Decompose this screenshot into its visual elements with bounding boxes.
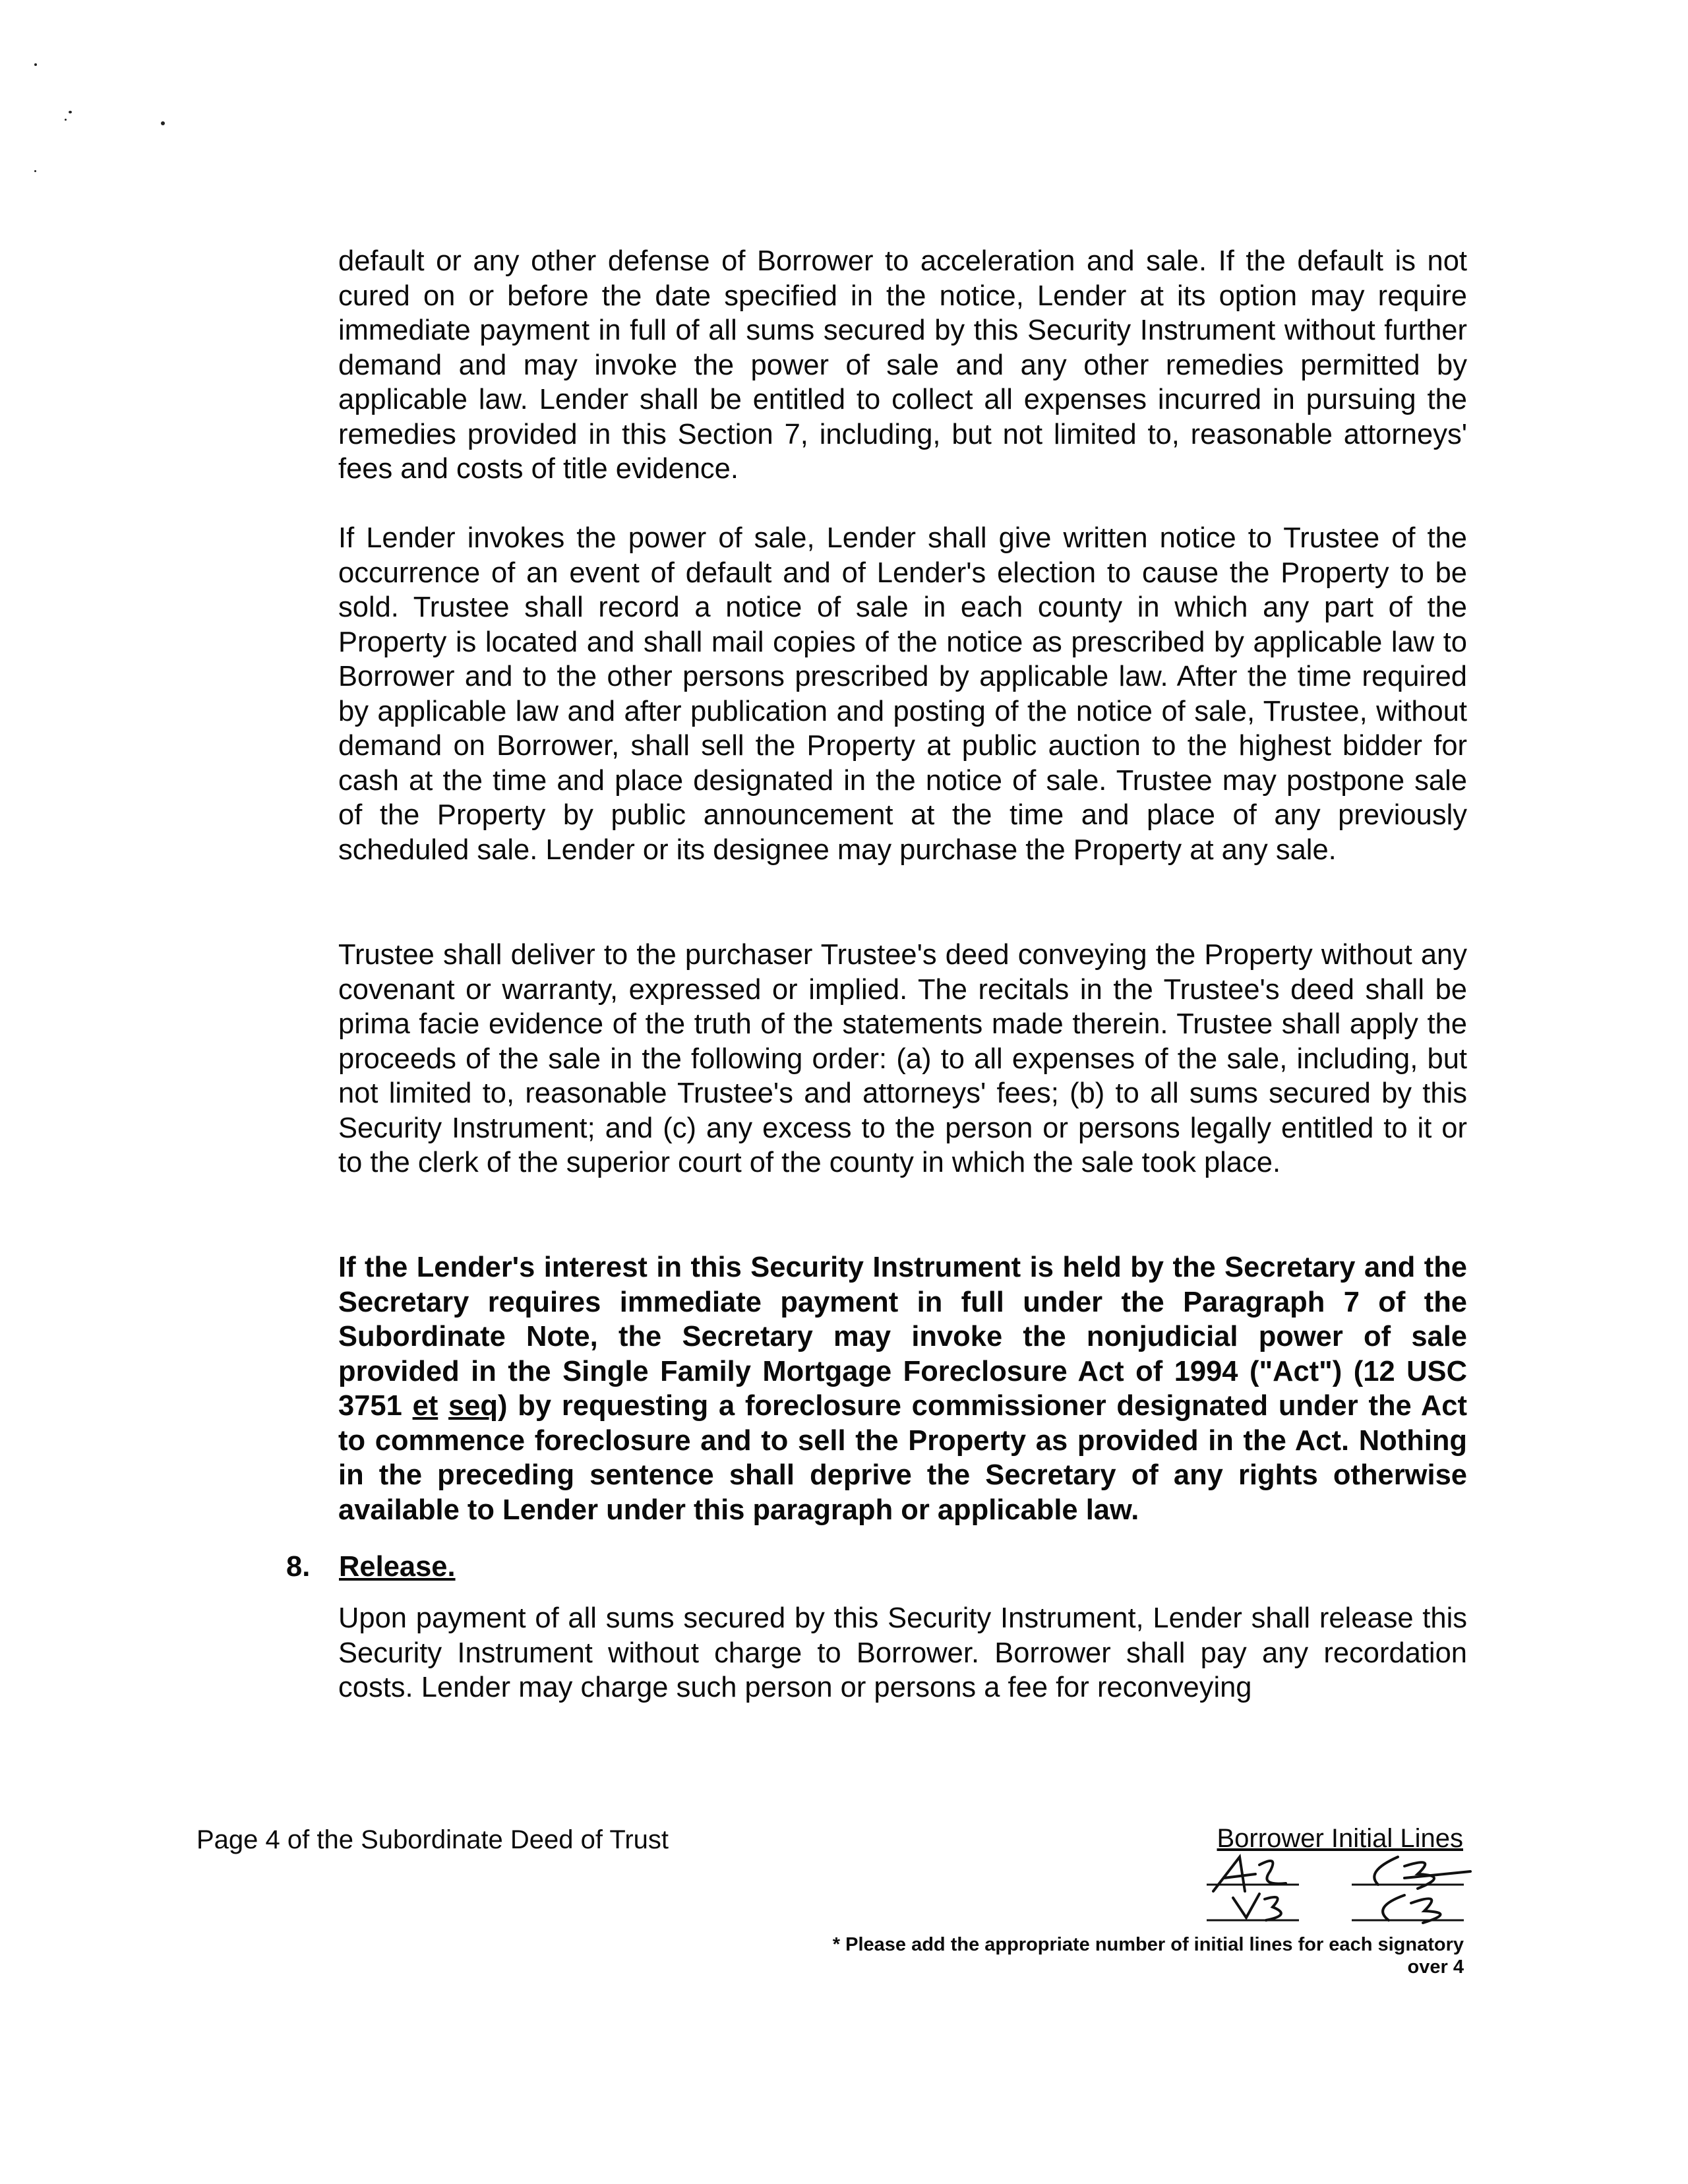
scan-speck [34, 170, 36, 172]
seq-underlined: seq [448, 1390, 498, 1422]
paragraph-trustee-deed: Trustee shall deliver to the purchaser Trustee's deed conveying the Property without any covenant or warranty, expressed or implied. The recitals in the Trustee's deed shall be prima facie evidence of the truth of the statements made therein. Trustee shall apply the proceeds of the sale in the following order: (a) to all expenses of the sale, including, but not limited to, reasonable Trustee's and attorneys' fees; (b) to all sums secured by this Security Instrument; and (c) any excess to the person or persons legally entitled to it or to the clerk of the superior court of the county in which the sale took place. [338, 939, 1467, 1178]
et-underlined: et [412, 1390, 438, 1422]
scan-speck [69, 111, 72, 113]
handwritten-initial [1383, 1895, 1440, 1923]
paragraph-secretary-foreclosure [338, 1250, 1467, 1527]
paragraph-power-of-sale: If Lender invokes the power of sale, Lender shall give written notice to Trustee of the occurrence of an event of default and of Lender's election to cause the Property to be sold. Trustee shall record a notice of sale in each county in which any part of the Property is located and shall mail copies of the notice as prescribed by applicable law to Borrower and to the other persons prescribed by applicable law. After the time required by applicable law and after publication and posting of the notice of sale, Trustee, without demand on Borrower, shall sell the Property at public auction to the highest bidder for cash at the time and place designated in the notice of sale. Trustee may postpone sale of the Property by public announcement at the time and place of any previously scheduled sale. Lender or its designee may purchase the Property at any sale. [338, 522, 1467, 866]
secretary-text-part-2: ) by requesting a foreclosure commissioner designated under the Act to commence foreclosure and to sell the Property as provided in the Act. Nothing in the preceding sentence shall deprive the Secretary of any rights otherwise available to Lender under this paragraph or applicable law. [338, 1390, 1467, 1526]
handwritten-initial [1233, 1894, 1281, 1920]
initials-label: Borrower Initial Lines [1217, 1824, 1463, 1853]
initials-signatures [1187, 1852, 1480, 1931]
section-number: 8. [286, 1551, 311, 1583]
section-title: Release. [339, 1551, 456, 1583]
paragraph-release: Upon payment of all sums secured by this Security Instrument, Lender shall release this Security Instrument without charge to Borrower. Borrower shall pay any recordation costs. Lender may charge such person or persons a fee for reconveying [338, 1602, 1467, 1703]
initials-footnote: * Please add the appropriate number of initial lines for each signatory [832, 1934, 1464, 1955]
section-8-heading [286, 1550, 456, 1585]
continued-note: over 4 [1407, 1957, 1464, 1978]
secretary-text-part-1: If the Lender's interest in this Security Instrument is held by the Secretary and the Secretary requires immediate payment in full under the Paragraph 7 of the Subordinate Note, the Secretary may invoke the nonjudicial power of sale provided in the Single Family Mortgage Foreclosure Act of 1994 ("Act") (12 USC 3751 [338, 1252, 1467, 1422]
paragraph-acceleration: default or any other defense of Borrower to acceleration and sale. If the default is not cured on or before the date specified in the notice, Lender at its option may require immediate payment in full of all sums secured by this Security Instrument without further demand and may invoke the power of sale and any other remedies permitted by applicable law. Lender shall be entitled to collect all expenses incurred in pursuing the remedies provided in this Section 7, including, but not limited to, reasonable attorneys' fees and costs of title evidence. [338, 245, 1467, 485]
page-label: Page 4 of the Subordinate Deed of Trust [196, 1825, 669, 1854]
handwritten-initial [1213, 1857, 1286, 1891]
scan-speck [161, 121, 165, 125]
scan-speck [34, 63, 37, 66]
scan-speck [65, 119, 67, 121]
